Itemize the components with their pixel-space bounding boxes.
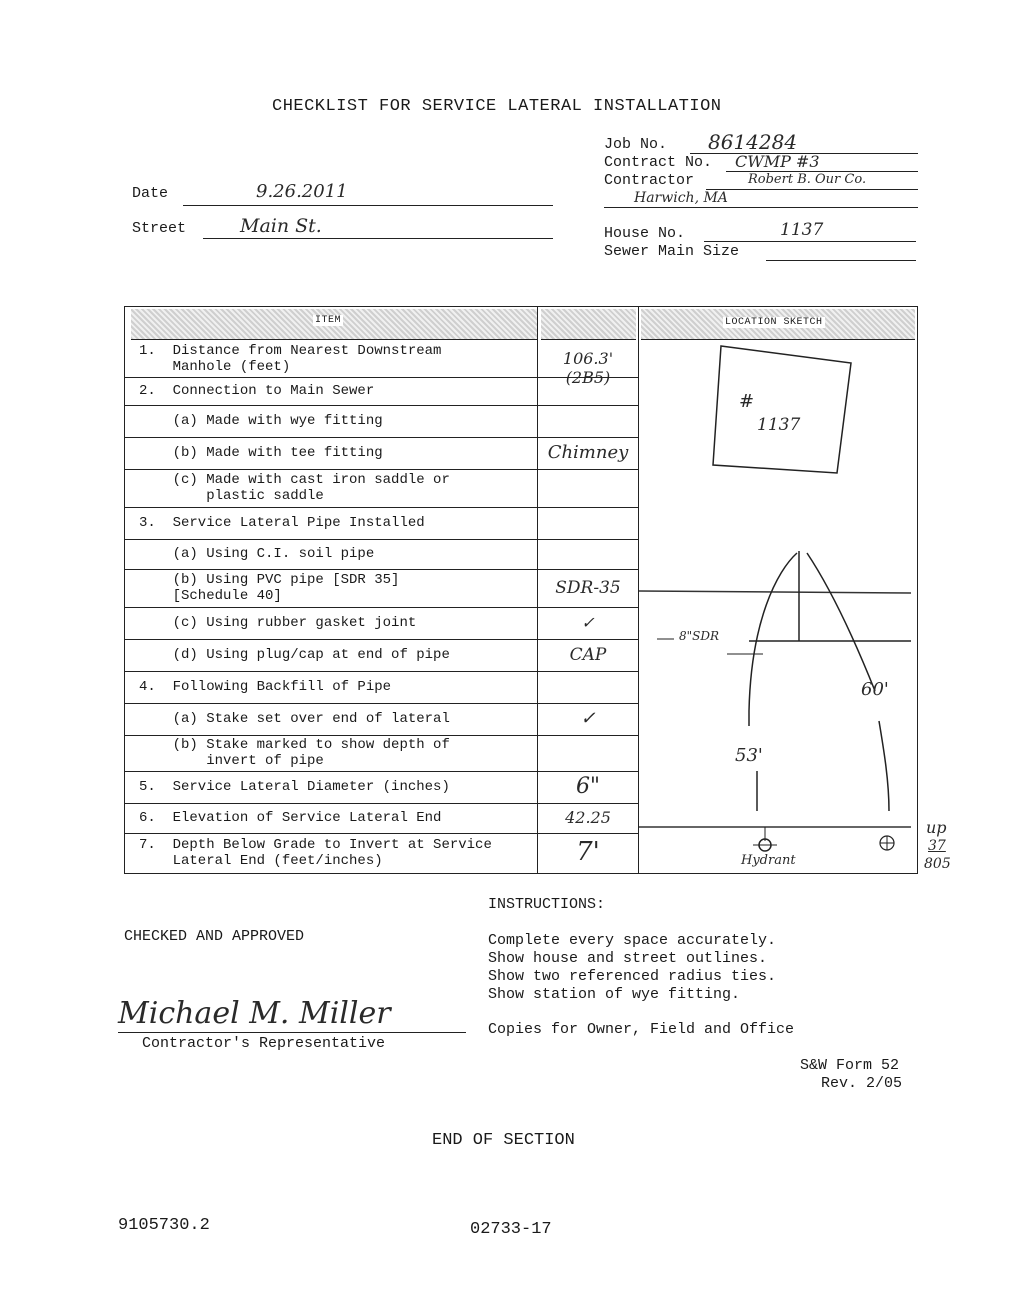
row-divider: [125, 803, 638, 804]
margin-note-up: up: [926, 818, 947, 837]
tie-arc-left: [749, 553, 797, 726]
checklist-item-label: (b) Using PVC pipe [SDR 35] [Schedule 40]: [172, 572, 400, 604]
value-header-band: [541, 309, 636, 340]
sewer-main-size-label: Sewer Main Size: [604, 243, 740, 260]
house-outline: [713, 346, 851, 473]
end-of-section: END OF SECTION: [432, 1131, 575, 1150]
checklist-item-label: (a) Made with wye fitting: [139, 413, 383, 429]
street-line: [203, 238, 553, 239]
margin-note-805: 805: [924, 856, 951, 872]
house-no-label: House No.: [604, 225, 686, 242]
street-label: Street: [132, 220, 187, 237]
row-divider: [125, 469, 638, 470]
sewer-main-size-line: [766, 260, 916, 261]
checklist-item-label: (b) Made with tee fitting: [139, 445, 383, 461]
tie-arc-right: [807, 553, 875, 691]
footer-doc-number: 9105730.2: [118, 1216, 210, 1235]
job-no-label: Job No.: [604, 136, 668, 153]
checklist-item-label: 6. Elevation of Service Lateral End: [139, 810, 442, 826]
checklist-item-value: 6": [575, 773, 601, 799]
instruction-line: Show station of wye fitting.: [488, 986, 741, 1003]
checklist-item-value: 106.3' (2B5): [562, 349, 614, 388]
contractor-value-2: Harwich, MA: [634, 190, 728, 206]
checked-approved-label: CHECKED AND APPROVED: [124, 928, 305, 945]
street-line-top: [639, 591, 911, 593]
checklist-item-value: ✓: [581, 613, 595, 633]
row-divider: [125, 771, 638, 772]
row-divider: [125, 833, 638, 834]
contractor-line: [706, 189, 918, 190]
col-divider-1: [537, 307, 538, 873]
row-divider: [125, 569, 638, 570]
contract-no-value: CWMP #3: [735, 152, 820, 171]
contract-no-label: Contract No.: [604, 154, 713, 171]
row-divider: [125, 671, 638, 672]
date-line: [183, 205, 553, 206]
checklist-item-label: (a) Using C.I. soil pipe: [139, 546, 375, 562]
checklist-item-label: 5. Service Lateral Diameter (inches): [139, 779, 450, 795]
checklist-item-value: ✓: [580, 708, 596, 730]
signature-line: [118, 1032, 466, 1033]
tie-line-right-lower: [879, 721, 889, 811]
checklist-item-value: SDR-35: [555, 577, 621, 598]
item-header: ITEM: [315, 315, 342, 326]
checklist-item-label: 2. Connection to Main Sewer: [139, 383, 375, 399]
row-divider: [125, 703, 638, 704]
sketch-header: LOCATION SKETCH: [725, 317, 823, 328]
row-divider: [125, 735, 638, 736]
job-no-value: 8614284: [708, 130, 798, 154]
checklist-item-value: Chimney: [547, 442, 629, 464]
checklist-item-label: (c) Made with cast iron saddle or plastic saddle: [172, 472, 450, 504]
margin-note-37: 37: [928, 838, 946, 854]
row-divider: [125, 539, 638, 540]
instruction-line: Show house and street outlines.: [488, 950, 768, 967]
checklist-item-label: (d) Using plug/cap at end of pipe: [139, 647, 450, 663]
checklist-item-label: 1. Distance from Nearest Downstream Manhole (feet): [139, 343, 442, 375]
house-no-line: [704, 241, 916, 242]
checklist-table: [124, 306, 918, 874]
checklist-item-label: (b) Stake marked to show depth of invert of pipe: [172, 737, 450, 769]
row-divider: [125, 639, 638, 640]
instruction-line: Show two referenced radius ties.: [488, 968, 777, 985]
tie-53-label: 53': [735, 745, 763, 766]
pipe-label: 8"SDR: [679, 629, 720, 643]
contractor-label: Contractor: [604, 172, 695, 189]
signature: Michael M. Miller: [118, 996, 391, 1031]
row-divider: [125, 405, 638, 406]
instructions-list: [488, 932, 776, 1004]
checklist-item-value: CAP: [569, 644, 607, 665]
copies-line: Copies for Owner, Field and Office: [488, 1021, 795, 1038]
street-value: Main St.: [240, 215, 322, 237]
instruction-line: Complete every space accurately.: [488, 932, 777, 949]
contractor-line-2: [604, 207, 918, 208]
checklist-item-label: (a) Stake set over end of lateral: [139, 711, 450, 727]
row-divider: [125, 607, 638, 608]
row-divider: [125, 437, 638, 438]
tie-60-label: 60': [861, 679, 889, 700]
footer-page-number: 02733-17: [470, 1220, 552, 1239]
date-label: Date: [132, 185, 169, 202]
house-number-sketch: 1137: [757, 415, 801, 435]
house-mark: #: [739, 391, 755, 412]
date-value: 9.26.2011: [256, 181, 348, 202]
checklist-item-label: 3. Service Lateral Pipe Installed: [139, 515, 425, 531]
instructions-heading: INSTRUCTIONS:: [488, 896, 606, 913]
checklist-item-value: 7': [576, 837, 600, 868]
checklist-item-label: 4. Following Backfill of Pipe: [139, 679, 392, 695]
page-title: CHECKLIST FOR SERVICE LATERAL INSTALLATION: [272, 97, 722, 116]
checklist-item-label: (c) Using rubber gasket joint: [139, 615, 417, 631]
row-divider: [125, 507, 638, 508]
contractor-rep-label: Contractor's Representative: [142, 1035, 386, 1052]
contractor-value-1: Robert B. Our Co.: [748, 172, 867, 187]
form-rev: Rev. 2/05: [821, 1075, 903, 1092]
house-no-value: 1137: [780, 220, 824, 240]
form-id: S&W Form 52: [800, 1057, 900, 1074]
checklist-item-value: 42.25: [565, 808, 611, 828]
row-divider: [125, 377, 638, 378]
hydrant-label: Hydrant: [741, 853, 796, 868]
checklist-item-label: 7. Depth Below Grade to Invert at Service Lateral End (feet/inches): [139, 837, 492, 869]
